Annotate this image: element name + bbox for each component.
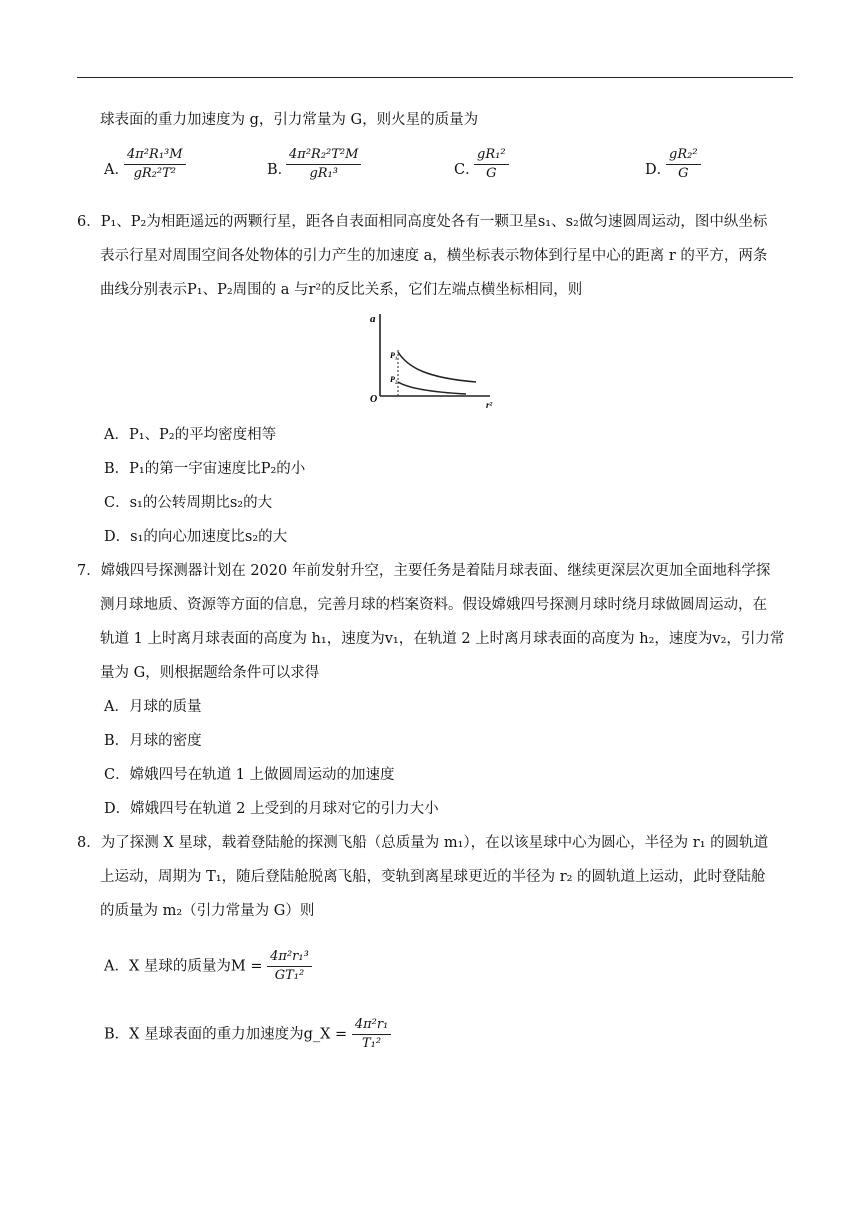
header-rule [77, 77, 793, 78]
q7-line-3: 轨道 1 上时离月球表面的高度为 h₁，速度为v₁，在轨道 2 上时离月球表面的高度为 h₂，速度为v₂，引力常 [100, 631, 785, 647]
q7-option-d: D．嫦娥四号在轨道 2 上受到的月球对它的引力大小 [104, 801, 439, 817]
q6-option-b: B．P₁的第一宇宙速度比P₂的小 [104, 461, 306, 477]
q8-option-a-fraction [267, 948, 312, 985]
q8-b-denominator: T₁² [361, 1036, 382, 1051]
q5-a-numerator: 4π²R₁³M [124, 146, 186, 165]
q5-option-d-fraction [666, 146, 701, 183]
q5-stem-tail: 球表面的重力加速度为 g，引力常量为 G，则火星的质量为 [100, 112, 479, 128]
q5-option-c-label: C． [454, 162, 480, 178]
q8-option-b-fraction [352, 1016, 391, 1053]
q6-option-a: A．P₁、P₂的平均密度相等 [104, 427, 277, 443]
q7-line-2: 测月球地质、资源等方面的信息，完善月球的档案资料。假设嫦娥四号探测月球时绕月球做圆周运动，在 [100, 597, 767, 613]
q5-option-c-fraction [474, 146, 509, 183]
q8-option-a [104, 948, 312, 985]
q7-option-c: C．嫦娥四号在轨道 1 上做圆周运动的加速度 [104, 767, 395, 783]
q5-c-numerator: gR₁² [474, 146, 509, 165]
q5-option-a-label: A． [104, 162, 129, 178]
graph-curve-p1-label: P₁ [390, 351, 398, 360]
q5-option-a-fraction [124, 146, 186, 183]
q8-b-numerator: 4π²r₁ [352, 1016, 391, 1035]
q6-line-2: 表示行星对周围空间各处物体的引力产生的加速度 a，横坐标表示物体到行星中心的距离 r 的平方，两条 [100, 248, 768, 264]
q5-d-numerator: gR₂² [666, 146, 701, 165]
q5-d-denominator: G [678, 166, 689, 181]
graph-origin-label: O [370, 394, 378, 405]
q8-option-b [104, 1016, 391, 1053]
q7-line-1: 7．嫦娥四号探测器计划在 2020 年前发射升空，主要任务是着陆月球表面、继续更深层次更加全面地科学探 [77, 563, 771, 579]
q7-option-b: B．月球的密度 [104, 733, 202, 749]
q6-line-3: 曲线分别表示P₁、P₂周围的 a 与r²的反比关系，它们左端点横坐标相同，则 [100, 282, 583, 298]
q8-a-denominator: GT₁² [274, 968, 305, 983]
q8-line-3: 的质量为 m₂（引力常量为 G）则 [100, 903, 315, 919]
q8-line-2: 上运动，周期为 T₁，随后登陆舱脱离飞船，变轨到离星球更近的半径为 r₂ 的圆轨道上运动，此时登陆舱 [100, 869, 766, 885]
q5-option-d-label: D． [645, 162, 672, 178]
graph-curve-p1 [398, 352, 476, 382]
graph-curve-p2 [398, 382, 466, 394]
graph-y-label: a [370, 313, 376, 325]
q7-option-a: A．月球的质量 [104, 699, 202, 715]
q6-acceleration-graph [368, 310, 498, 410]
q8-line-1: 8．为了探测 X 星球，载着登陆舱的探测飞船（总质量为 m₁），在以该星球中心为圆心，半径为 r₁ 的圆轨道 [77, 835, 769, 851]
q6-option-d: D．s₁的向心加速度比s₂的大 [104, 529, 288, 545]
q5-b-denominator: gR₁³ [309, 166, 338, 181]
q5-option-b-label: B． [267, 162, 293, 178]
q5-option-b-fraction [286, 146, 361, 183]
q8-option-a-text: A．X 星球的质量为M = [104, 958, 263, 975]
q8-a-numerator: 4π²r₁³ [267, 948, 312, 967]
q5-a-denominator: gR₂²T² [133, 166, 176, 181]
q6-line-1: 6．P₁、P₂为相距遥远的两颗行星，距各自表面相同高度处各有一颗卫星s₁、s₂做匀速圆周运动，图中纵坐标 [77, 214, 768, 230]
q8-option-b-text: B．X 星球表面的重力加速度为g_X = [104, 1026, 348, 1043]
q5-c-denominator: G [486, 166, 497, 181]
graph-curve-p2-label: P₂ [390, 375, 398, 384]
graph-x-label: r² [486, 400, 493, 410]
q6-option-c: C．s₁的公转周期比s₂的大 [104, 495, 273, 511]
q7-line-4: 量为 G，则根据题给条件可以求得 [100, 665, 320, 681]
q5-b-numerator: 4π²R₂²T²M [286, 146, 361, 165]
